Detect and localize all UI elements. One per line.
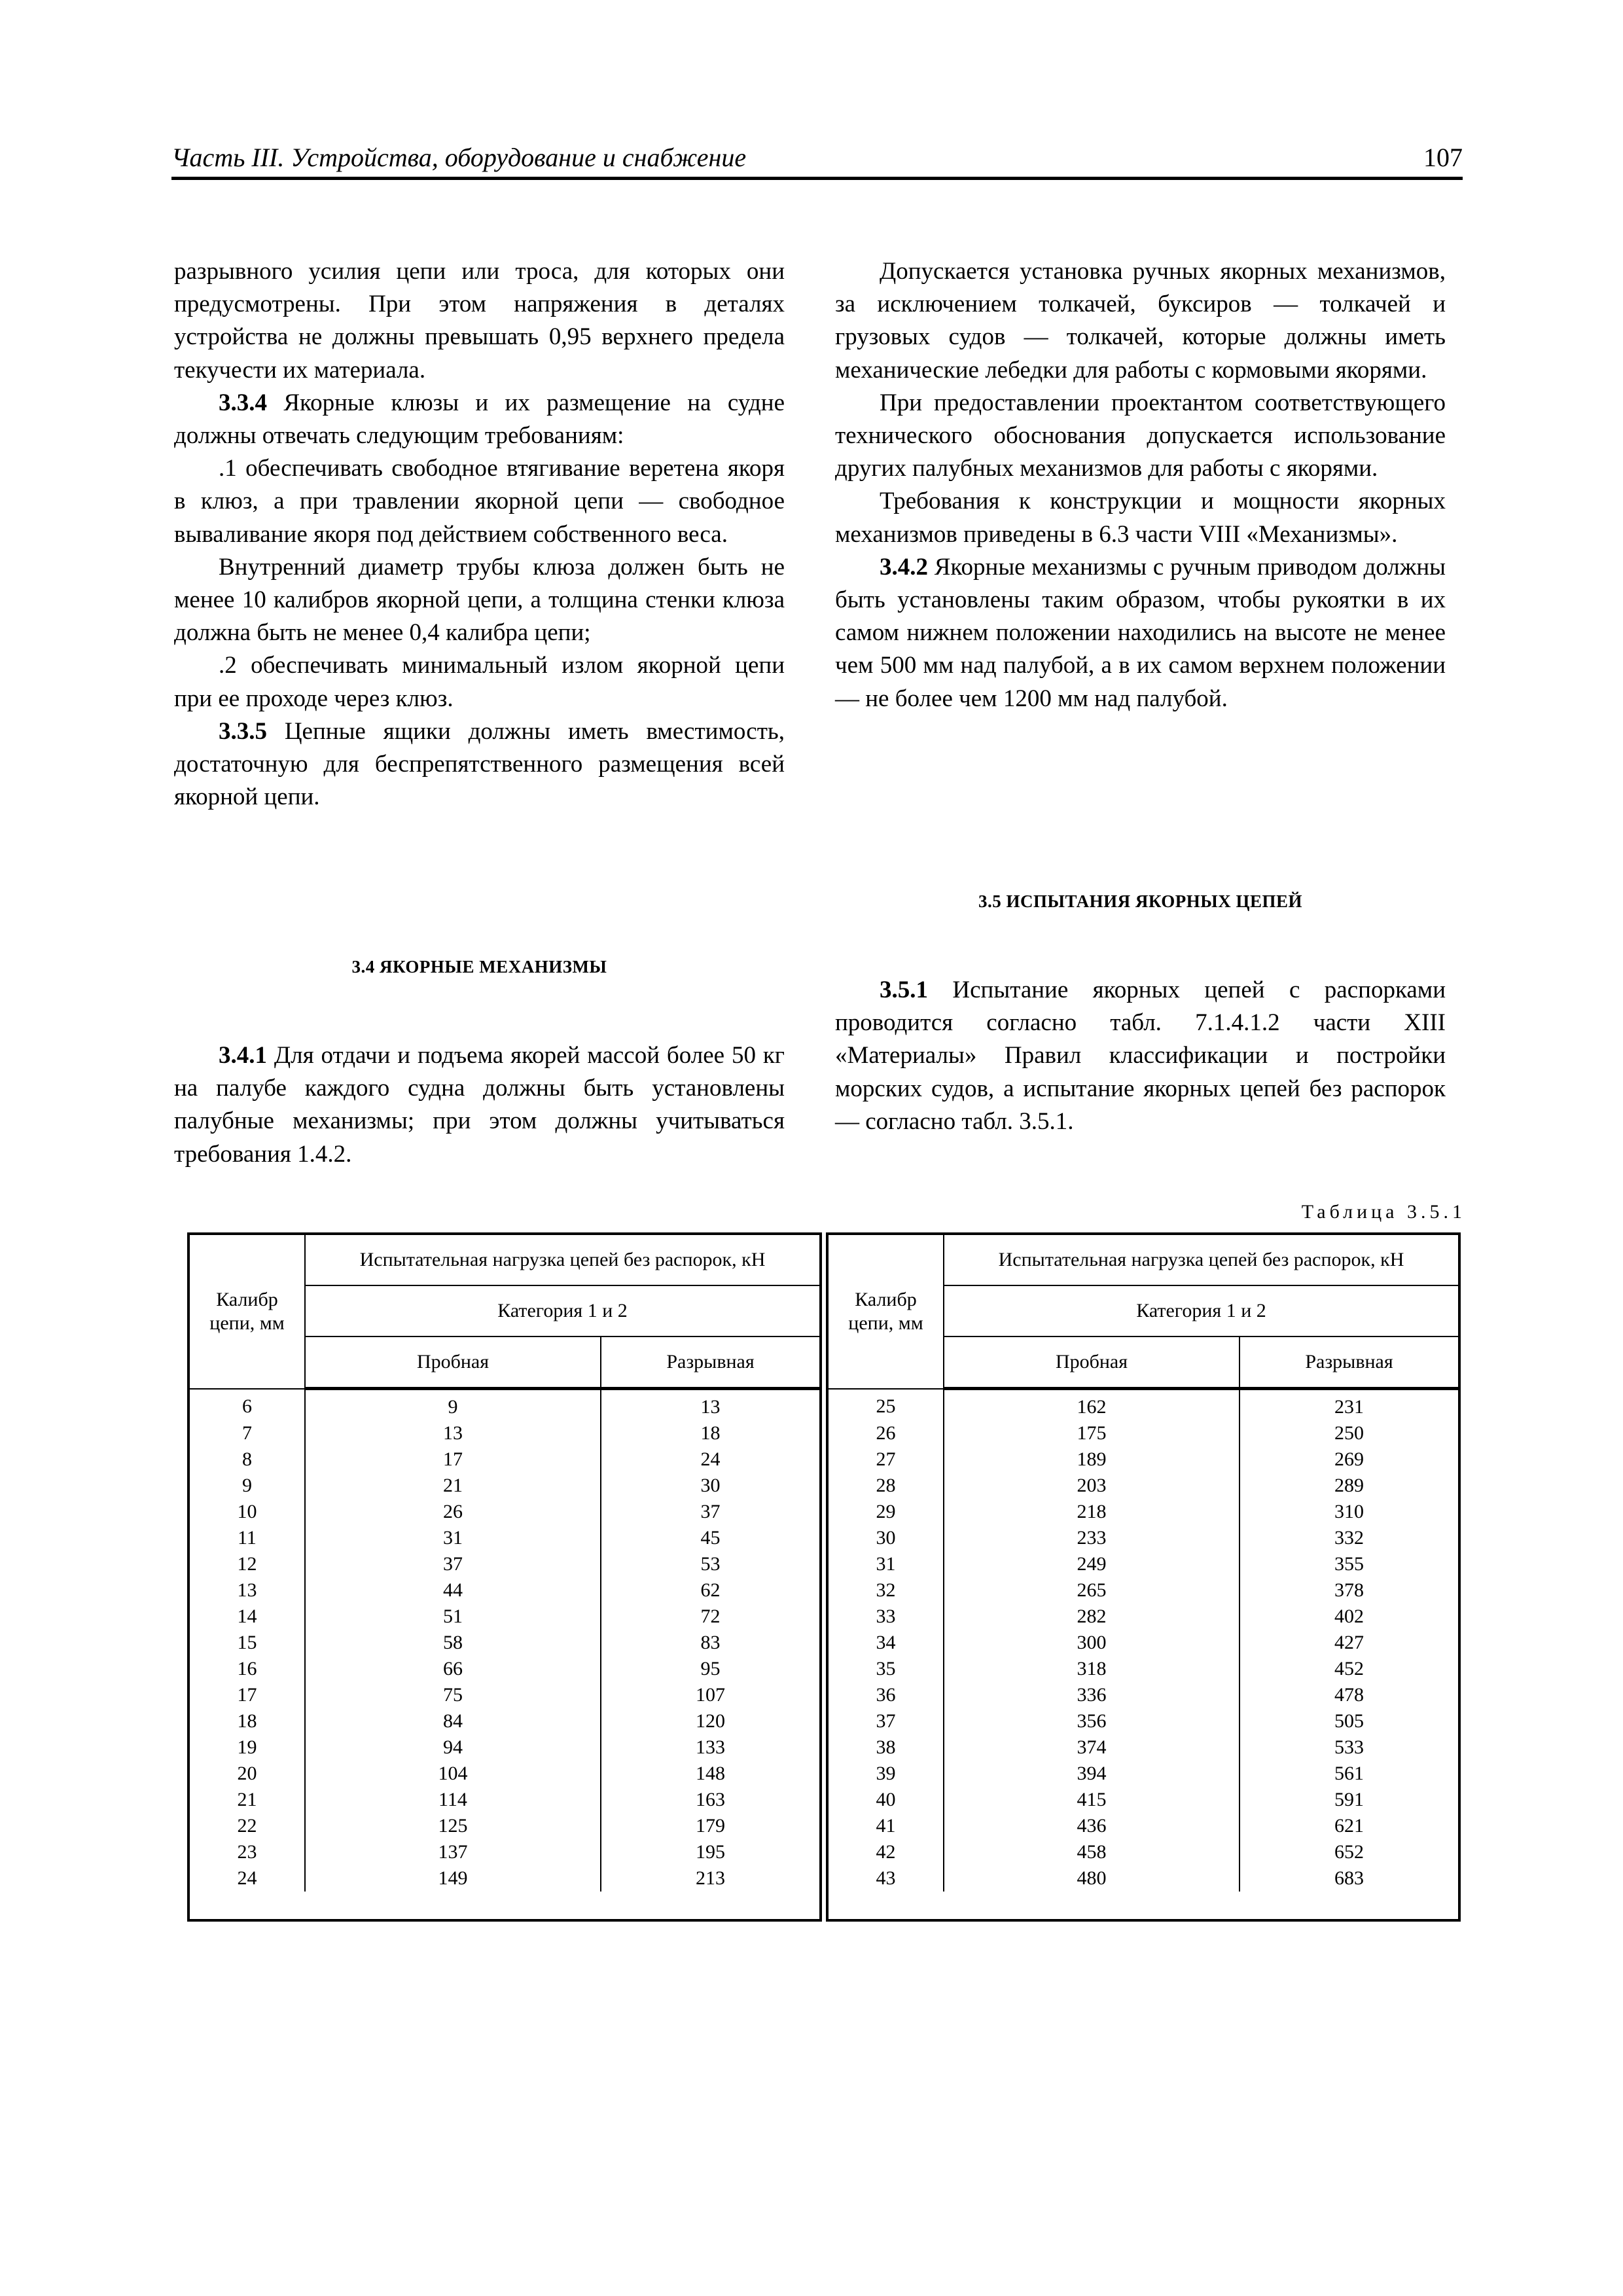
breaking-load-cell: 72: [601, 1604, 819, 1630]
breaking-load-cell: 505: [1240, 1708, 1458, 1734]
caliber-cell: 39: [829, 1761, 944, 1787]
test-load-cell: 162: [944, 1389, 1240, 1421]
paragraph: разрывного усилия цепи или троса, для которых они предусмотрены. При этом напряжения в деталях устройства не должны превышать 0,95 верхнего предела текучести их материала.: [174, 258, 785, 384]
caliber-cell: 19: [190, 1734, 305, 1761]
test-load-cell: 104: [305, 1761, 601, 1787]
breaking-load-cell: 269: [1240, 1446, 1458, 1473]
caliber-cell: 11: [190, 1525, 305, 1551]
breaking-load-cell: 591: [1240, 1787, 1458, 1813]
test-load-cell: 436: [944, 1813, 1240, 1839]
table-row: [829, 1708, 1458, 1734]
caliber-cell: 6: [190, 1389, 305, 1421]
caliber-cell: 30: [829, 1525, 944, 1551]
table-row: [190, 1839, 819, 1865]
test-load-cell: 37: [305, 1551, 601, 1577]
caliber-cell: 13: [190, 1577, 305, 1604]
table-row: [829, 1499, 1458, 1525]
header-breaking-load: Разрывная: [1240, 1336, 1458, 1389]
test-load-cell: 75: [305, 1682, 601, 1708]
paragraph: Требования к конструкции и мощности якорных механизмов приведены в 6.3 части VIII «Механизмы».: [835, 488, 1446, 548]
table-row: [190, 1734, 819, 1761]
breaking-load-cell: 30: [601, 1473, 819, 1499]
header-caliber: Калибр цепи, мм: [829, 1235, 944, 1389]
table-row: [190, 1420, 819, 1446]
left-column: [174, 255, 785, 814]
table-row: [190, 1577, 819, 1604]
breaking-load-cell: 289: [1240, 1473, 1458, 1499]
section-title-3-4: 3.4 ЯКОРНЫЕ МЕХАНИЗМЫ: [351, 957, 607, 977]
caliber-cell: 41: [829, 1813, 944, 1839]
paragraph: При предоставлении проектантом соответствующего технического обоснования допускается использование других палубных механизмов для работы с якорями.: [835, 389, 1446, 482]
breaking-load-cell: 652: [1240, 1839, 1458, 1865]
caliber-cell: 24: [190, 1865, 305, 1892]
caliber-cell: 17: [190, 1682, 305, 1708]
load-table-left: [190, 1235, 819, 1892]
test-load-cell: 282: [944, 1604, 1240, 1630]
caliber-cell: 26: [829, 1420, 944, 1446]
table-row: [190, 1446, 819, 1473]
test-load-cell: 44: [305, 1577, 601, 1604]
test-load-cell: 336: [944, 1682, 1240, 1708]
table-row: [190, 1656, 819, 1682]
table-row: [829, 1473, 1458, 1499]
paragraph-3-4-1: 3.4.1 Для отдачи и подъема якорей массой более 50 кг на палубе каждого судна должны быть установлены палубные механизмы; при этом должны учитываться требования 1.4.2.: [174, 1042, 785, 1168]
test-load-cell: 175: [944, 1420, 1240, 1446]
test-load-cell: 9: [305, 1389, 601, 1421]
test-load-cell: 394: [944, 1761, 1240, 1787]
header-load: Испытательная нагрузка цепей без распорок, кН: [305, 1235, 819, 1285]
caliber-cell: 12: [190, 1551, 305, 1577]
table-row: [829, 1604, 1458, 1630]
breaking-load-cell: 533: [1240, 1734, 1458, 1761]
table-row: [190, 1761, 819, 1787]
paragraph: .2 обеспечивать минимальный излом якорной цепи при ее проходе через клюз.: [174, 652, 785, 712]
table-right: [826, 1232, 1461, 1922]
test-load-cell: 458: [944, 1839, 1240, 1865]
caliber-cell: 29: [829, 1499, 944, 1525]
table-row: [829, 1839, 1458, 1865]
breaking-load-cell: 179: [601, 1813, 819, 1839]
caliber-cell: 15: [190, 1630, 305, 1656]
breaking-load-cell: 45: [601, 1525, 819, 1551]
caliber-cell: 37: [829, 1708, 944, 1734]
breaking-load-cell: 62: [601, 1577, 819, 1604]
test-load-cell: 51: [305, 1604, 601, 1630]
breaking-load-cell: 24: [601, 1446, 819, 1473]
table-row: [190, 1865, 819, 1892]
test-load-cell: 249: [944, 1551, 1240, 1577]
caliber-cell: 31: [829, 1551, 944, 1577]
caliber-cell: 28: [829, 1473, 944, 1499]
section-title-3-5: 3.5 ИСПЫТАНИЯ ЯКОРНЫХ ЦЕПЕЙ: [978, 891, 1303, 911]
breaking-load-cell: 355: [1240, 1551, 1458, 1577]
breaking-load-cell: 427: [1240, 1630, 1458, 1656]
table-row: [829, 1446, 1458, 1473]
paragraph: .1 обеспечивать свободное втягивание веретена якоря в клюз, а при травлении якорной цепи — свободное вываливание якоря под действием собственного веса.: [174, 455, 785, 548]
table-row: [829, 1630, 1458, 1656]
breaking-load-cell: 250: [1240, 1420, 1458, 1446]
paragraph-3-3-4: 3.3.4 Якорные клюзы и их размещение на судне должны отвечать следующим требованиям:: [174, 389, 785, 450]
caliber-cell: 40: [829, 1787, 944, 1813]
table-row: [829, 1420, 1458, 1446]
breaking-load-cell: 561: [1240, 1761, 1458, 1787]
table-row: [829, 1813, 1458, 1839]
breaking-load-cell: 53: [601, 1551, 819, 1577]
table-row: [829, 1682, 1458, 1708]
header-category: Категория 1 и 2: [944, 1285, 1458, 1336]
caliber-cell: 33: [829, 1604, 944, 1630]
test-load-cell: 137: [305, 1839, 601, 1865]
test-load-cell: 218: [944, 1499, 1240, 1525]
caliber-cell: 10: [190, 1499, 305, 1525]
test-load-cell: 26: [305, 1499, 601, 1525]
clause-number: 3.3.4: [219, 389, 267, 416]
caliber-cell: 7: [190, 1420, 305, 1446]
table-row: [829, 1865, 1458, 1892]
table-row: [829, 1787, 1458, 1813]
test-load-cell: 480: [944, 1865, 1240, 1892]
header-test-load: Пробная: [944, 1336, 1240, 1389]
breaking-load-cell: 18: [601, 1420, 819, 1446]
test-load-cell: 415: [944, 1787, 1240, 1813]
test-load-cell: 356: [944, 1708, 1240, 1734]
breaking-load-cell: 378: [1240, 1577, 1458, 1604]
caliber-cell: 32: [829, 1577, 944, 1604]
caliber-cell: 38: [829, 1734, 944, 1761]
breaking-load-cell: 95: [601, 1656, 819, 1682]
header-load: Испытательная нагрузка цепей без распорок, кН: [944, 1235, 1458, 1285]
table-row: [829, 1734, 1458, 1761]
test-load-cell: 203: [944, 1473, 1240, 1499]
caliber-cell: 22: [190, 1813, 305, 1839]
table-row: [829, 1525, 1458, 1551]
breaking-load-cell: 478: [1240, 1682, 1458, 1708]
breaking-load-cell: 683: [1240, 1865, 1458, 1892]
test-load-cell: 300: [944, 1630, 1240, 1656]
caliber-cell: 25: [829, 1389, 944, 1421]
test-load-cell: 17: [305, 1446, 601, 1473]
clause-number: 3.4.1: [219, 1042, 267, 1069]
table-row: [190, 1604, 819, 1630]
table-row: [190, 1551, 819, 1577]
caliber-cell: 18: [190, 1708, 305, 1734]
table-row: [829, 1389, 1458, 1421]
right-column: [835, 255, 1446, 715]
breaking-load-cell: 452: [1240, 1656, 1458, 1682]
test-load-cell: 13: [305, 1420, 601, 1446]
caliber-cell: 43: [829, 1865, 944, 1892]
test-load-cell: 374: [944, 1734, 1240, 1761]
page-header: [171, 141, 1463, 180]
table-row: [829, 1551, 1458, 1577]
table-row: [829, 1577, 1458, 1604]
table-row: [190, 1499, 819, 1525]
test-load-cell: 189: [944, 1446, 1240, 1473]
test-load-cell: 114: [305, 1787, 601, 1813]
breaking-load-cell: 107: [601, 1682, 819, 1708]
running-title: Часть III. Устройства, оборудование и снабжение: [171, 143, 747, 172]
breaking-load-cell: 148: [601, 1761, 819, 1787]
paragraph: Допускается установка ручных якорных механизмов, за исключением толкачей, буксиров — толкачей и грузовых судов — толкачей, которые должны иметь механические лебедки для работы с кормовыми якорями.: [835, 258, 1446, 384]
test-load-cell: 31: [305, 1525, 601, 1551]
header-breaking-load: Разрывная: [601, 1336, 819, 1389]
paragraph-3-4-2: 3.4.2 Якорные механизмы с ручным приводом должны быть установлены таким образом, чтобы рукоятки в их самом нижнем положении находились на высоте не менее чем 500 мм над палубой, а в их самом верхнем положении — не более чем 1200 мм над палубой.: [835, 553, 1446, 712]
clause-number: 3.3.5: [219, 717, 267, 745]
caliber-cell: 8: [190, 1446, 305, 1473]
breaking-load-cell: 310: [1240, 1499, 1458, 1525]
breaking-load-cell: 13: [601, 1389, 819, 1421]
header-caliber: Калибр цепи, мм: [190, 1235, 305, 1389]
caliber-cell: 16: [190, 1656, 305, 1682]
breaking-load-cell: 332: [1240, 1525, 1458, 1551]
table-row: [190, 1473, 819, 1499]
paragraph-3-5-1: 3.5.1 Испытание якорных цепей с распорками проводится согласно табл. 7.1.4.1.2 части XIII «Материалы» Правил классификации и постройки морских судов, а испытание якорных цепей без распорок — согласно табл. 3.5.1.: [835, 977, 1446, 1135]
table-row: [829, 1656, 1458, 1682]
header-test-load: Пробная: [305, 1336, 601, 1389]
test-load-cell: 318: [944, 1656, 1240, 1682]
table-row: [190, 1630, 819, 1656]
test-load-cell: 233: [944, 1525, 1240, 1551]
page-number: 107: [1423, 143, 1463, 172]
paragraph-3-3-5: 3.3.5 Цепные ящики должны иметь вместимость, достаточную для беспрепятственного размещения всей якорной цепи.: [174, 717, 785, 811]
breaking-load-cell: 231: [1240, 1389, 1458, 1421]
breaking-load-cell: 163: [601, 1787, 819, 1813]
breaking-load-cell: 83: [601, 1630, 819, 1656]
test-load-cell: 265: [944, 1577, 1240, 1604]
load-table-right: [829, 1235, 1458, 1892]
test-load-cell: 94: [305, 1734, 601, 1761]
test-load-cell: 21: [305, 1473, 601, 1499]
breaking-load-cell: 621: [1240, 1813, 1458, 1839]
table-row: [190, 1525, 819, 1551]
test-load-cell: 125: [305, 1813, 601, 1839]
table-row: [829, 1761, 1458, 1787]
table-left: [187, 1232, 822, 1922]
caliber-cell: 20: [190, 1761, 305, 1787]
table-row: [190, 1682, 819, 1708]
caliber-cell: 34: [829, 1630, 944, 1656]
clause-number: 3.4.2: [880, 553, 928, 581]
breaking-load-cell: 402: [1240, 1604, 1458, 1630]
table-row: [190, 1389, 819, 1421]
breaking-load-cell: 120: [601, 1708, 819, 1734]
caliber-cell: 21: [190, 1787, 305, 1813]
caliber-cell: 23: [190, 1839, 305, 1865]
caliber-cell: 42: [829, 1839, 944, 1865]
breaking-load-cell: 133: [601, 1734, 819, 1761]
test-load-cell: 66: [305, 1656, 601, 1682]
test-load-cell: 84: [305, 1708, 601, 1734]
breaking-load-cell: 213: [601, 1865, 819, 1892]
test-load-cell: 149: [305, 1865, 601, 1892]
caliber-cell: 9: [190, 1473, 305, 1499]
caliber-cell: 14: [190, 1604, 305, 1630]
paragraph: Внутренний диаметр трубы клюза должен быть не менее 10 калибров якорной цепи, а толщина стенки клюза должна быть не менее 0,4 калибра цепи;: [174, 553, 785, 647]
clause-number: 3.5.1: [880, 977, 928, 1003]
table-row: [190, 1708, 819, 1734]
caliber-cell: 27: [829, 1446, 944, 1473]
header-category: Категория 1 и 2: [305, 1285, 819, 1336]
caliber-cell: 36: [829, 1682, 944, 1708]
table-row: [190, 1787, 819, 1813]
test-load-cell: 58: [305, 1630, 601, 1656]
breaking-load-cell: 37: [601, 1499, 819, 1525]
table-row: [190, 1813, 819, 1839]
breaking-load-cell: 195: [601, 1839, 819, 1865]
caliber-cell: 35: [829, 1656, 944, 1682]
table-caption: Таблица 3.5.1: [1301, 1201, 1466, 1223]
